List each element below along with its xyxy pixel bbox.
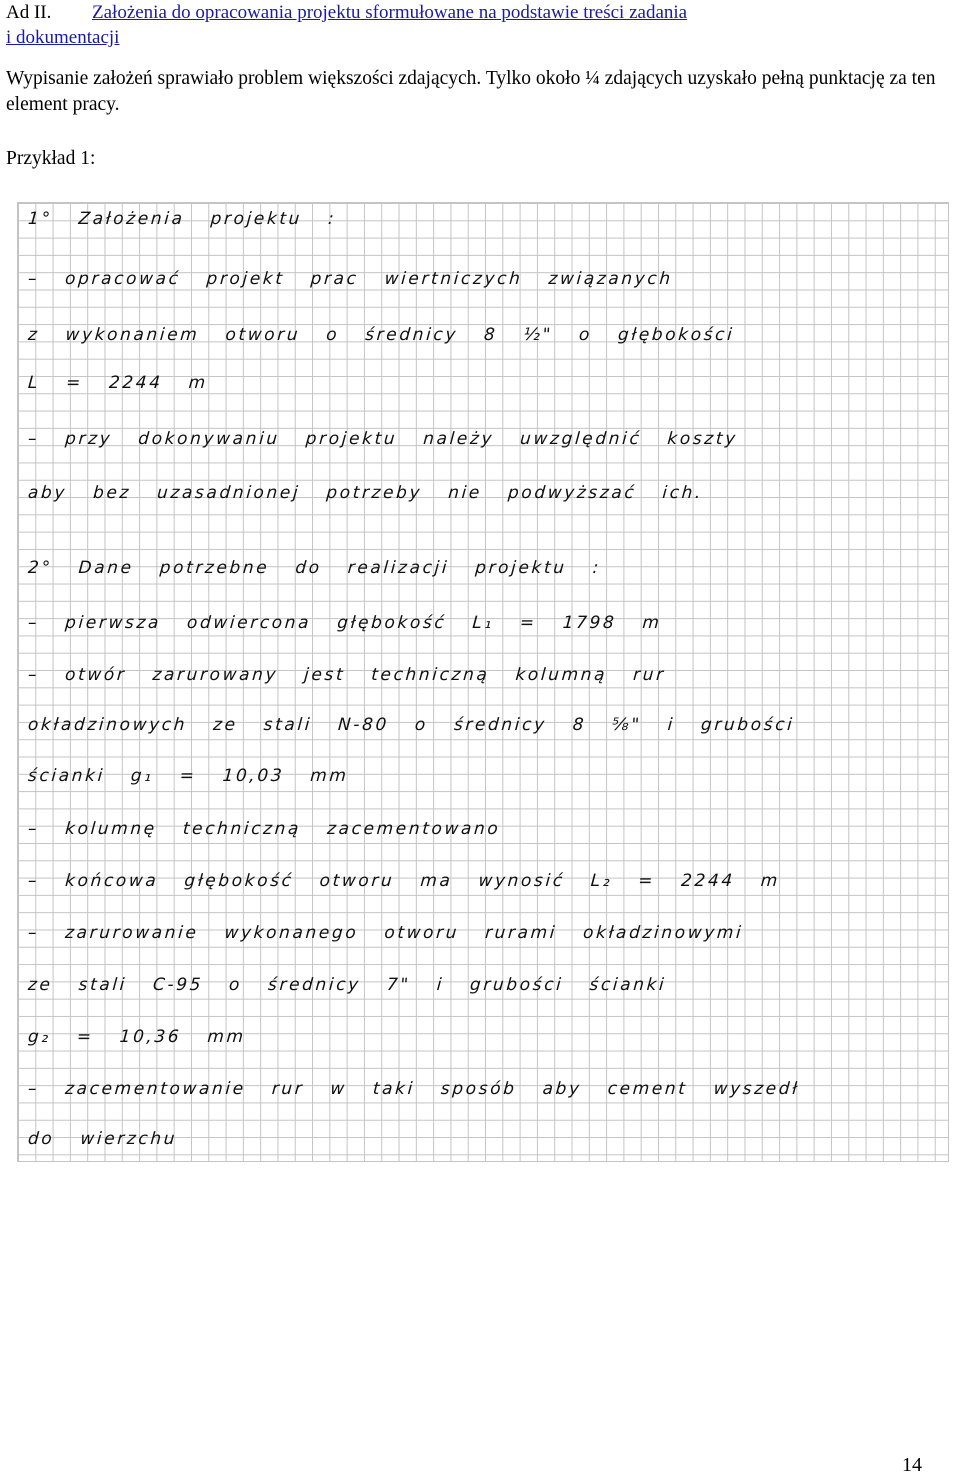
hw-line: – kolumnę techniczną zacementowano	[27, 819, 502, 839]
hw-line: – przy dokonywaniu projektu należy uwzględnić koszty	[27, 429, 739, 449]
example-label: Przykład 1:	[6, 148, 96, 169]
handwritten-scan	[17, 202, 949, 1162]
hw-line: z wykonaniem otworu o średnicy 8 ½" o głębokości	[27, 325, 736, 345]
section-title-line-2: i dokumentacji	[6, 27, 120, 48]
hw-line: – pierwsza odwiercona głębokość L₁ = 1798 m	[27, 613, 663, 633]
hw-line: – zacementowanie rur w taki sposób aby cement wyszedł	[27, 1079, 801, 1099]
summary-paragraph: Wypisanie założeń sprawiało problem większości zdających. Tylko około ¼ zdających uzyskało pełną punktację za ten element pracy.	[6, 68, 936, 115]
hw-line: L = 2244 m	[27, 373, 209, 393]
hw-line: ścianki g₁ = 10,03 mm	[27, 766, 350, 786]
section-label: Ad II.	[6, 2, 52, 23]
hw-line: – otwór zarurowany jest techniczną kolumną rur	[27, 665, 667, 685]
hw-line: aby bez uzasadnionej potrzeby nie podwyższać ich.	[27, 483, 704, 503]
section-heading	[6, 0, 956, 50]
hw-line: okładzinowych ze stali N-80 o średnicy 8 ⅝" i grubości	[27, 715, 796, 735]
hw-line: – zarurowanie wykonanego otworu rurami okładzinowymi	[27, 923, 745, 943]
hw-line: 1° Założenia projektu :	[27, 209, 338, 229]
hw-line: – opracować projekt prac wiertniczych związanych	[27, 269, 674, 289]
page-number: 14	[902, 1454, 922, 1476]
hw-line: – końcowa głębokość otworu ma wynosić L₂ = 2244 m	[27, 871, 781, 891]
hw-line: ze stali C-95 o średnicy 7" i grubości ścianki	[27, 975, 668, 995]
hw-line: 2° Dane potrzebne do realizacji projektu :	[27, 558, 602, 578]
hw-line: do wierzchu	[27, 1129, 178, 1149]
hw-line: g₂ = 10,36 mm	[27, 1027, 247, 1047]
section-title-line-1: Założenia do opracowania projektu sformułowane na podstawie treści zadania	[92, 2, 688, 23]
